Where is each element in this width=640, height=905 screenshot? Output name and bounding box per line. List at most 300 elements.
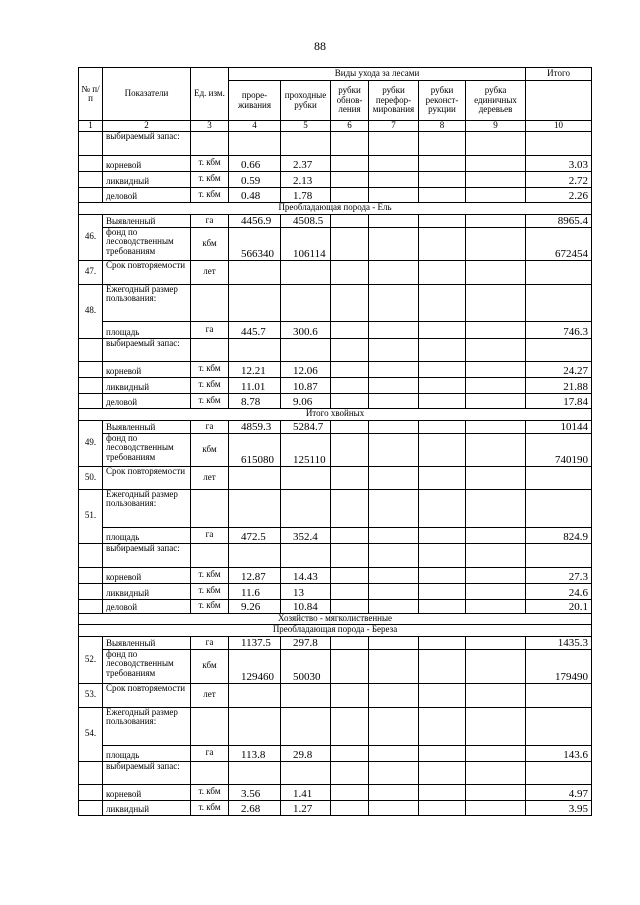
value-cell <box>331 683 369 707</box>
value-cell: 11.01 <box>229 377 281 393</box>
value-cell <box>369 583 419 599</box>
total-cell <box>526 761 592 784</box>
value-cell <box>369 260 419 284</box>
table-row <box>79 361 592 377</box>
total-cell: 20.1 <box>526 599 592 613</box>
value-cell <box>419 227 466 260</box>
value-cell: 3.56 <box>229 784 281 800</box>
total-cell: 10144 <box>526 420 592 433</box>
value-cell <box>281 466 331 489</box>
value-cell: 352.4 <box>281 527 331 543</box>
value-cell <box>419 155 466 171</box>
value-cell <box>369 649 419 683</box>
value-cell <box>466 214 526 227</box>
total-cell: 24.6 <box>526 583 592 599</box>
value-cell <box>331 649 369 683</box>
value-cell <box>369 466 419 489</box>
indicator-name: ликвидный <box>103 377 191 393</box>
value-cell: 10.87 <box>281 377 331 393</box>
value-cell <box>281 284 331 321</box>
unit-cell: га <box>191 420 229 433</box>
value-cell <box>331 489 369 527</box>
section-title: Преобладающая порода - Ель <box>79 202 592 214</box>
table-row <box>79 649 592 683</box>
indicator-name: ликвидный <box>103 171 191 187</box>
total-cell <box>526 683 592 707</box>
value-cell <box>369 636 419 649</box>
column-index-cell: 1 <box>79 121 103 132</box>
value-cell <box>331 433 369 466</box>
value-cell: 4508.5 <box>281 214 331 227</box>
value-cell: 12.21 <box>229 361 281 377</box>
indicator-name: площадь <box>103 527 191 543</box>
section-row <box>79 613 592 624</box>
table-row <box>79 155 592 171</box>
indicator-name: выбираемый запас: <box>103 761 191 784</box>
value-cell <box>466 338 526 361</box>
value-cell <box>369 171 419 187</box>
table-row <box>79 527 592 543</box>
forest-care-table <box>78 67 592 816</box>
section-row <box>79 624 592 636</box>
value-cell <box>369 338 419 361</box>
header-total-blank <box>526 81 592 121</box>
value-cell <box>466 784 526 800</box>
value-cell <box>229 707 281 745</box>
value-cell: 11.6 <box>229 583 281 599</box>
value-cell <box>229 466 281 489</box>
value-cell: 1137.5 <box>229 636 281 649</box>
unit-cell: га <box>191 214 229 227</box>
unit-cell: кбм <box>191 227 229 260</box>
value-cell <box>369 543 419 567</box>
row-number <box>79 131 103 155</box>
row-number: 50. <box>79 466 103 489</box>
section-row <box>79 408 592 420</box>
value-cell <box>369 433 419 466</box>
value-cell <box>419 284 466 321</box>
total-cell: 2.72 <box>526 171 592 187</box>
unit-cell: га <box>191 745 229 761</box>
value-cell: 8.78 <box>229 393 281 408</box>
table-row <box>79 171 592 187</box>
indicator-name: Срок повторяемости <box>103 683 191 707</box>
value-cell <box>331 393 369 408</box>
row-number <box>79 155 103 171</box>
value-cell <box>419 527 466 543</box>
indicator-name: фонд по лесоводственным требованиям <box>103 227 191 260</box>
total-cell: 24.27 <box>526 361 592 377</box>
unit-cell <box>191 338 229 361</box>
value-cell <box>419 489 466 527</box>
row-number: 46. <box>79 214 103 260</box>
table-row <box>79 227 592 260</box>
indicator-name: корневой <box>103 784 191 800</box>
value-cell <box>466 187 526 202</box>
value-cell <box>331 377 369 393</box>
indicator-name: выбираемый запас: <box>103 131 191 155</box>
indicator-name: Срок повторяемости <box>103 466 191 489</box>
row-number <box>79 171 103 187</box>
indicator-name: Ежегодный размер пользования: <box>103 707 191 745</box>
table-row <box>79 377 592 393</box>
total-cell: 3.95 <box>526 800 592 815</box>
value-cell <box>419 338 466 361</box>
row-number: 48. <box>79 284 103 338</box>
value-cell <box>369 131 419 155</box>
table-row <box>79 599 592 613</box>
unit-cell: лет <box>191 683 229 707</box>
value-cell: 2.37 <box>281 155 331 171</box>
value-cell <box>229 284 281 321</box>
unit-cell: кбм <box>191 433 229 466</box>
value-cell: 9.06 <box>281 393 331 408</box>
value-cell <box>466 321 526 338</box>
value-cell <box>331 800 369 815</box>
value-cell <box>369 707 419 745</box>
value-cell <box>419 707 466 745</box>
value-cell <box>466 543 526 567</box>
total-cell <box>526 338 592 361</box>
unit-cell: лет <box>191 466 229 489</box>
header-type-single-tree: рубка единичных деревьев <box>466 81 526 121</box>
total-cell: 21.88 <box>526 377 592 393</box>
value-cell <box>466 567 526 583</box>
value-cell <box>419 361 466 377</box>
table-row <box>79 683 592 707</box>
indicator-name: выбираемый запас: <box>103 338 191 361</box>
value-cell <box>419 260 466 284</box>
section-title: Итого хвойных <box>79 408 592 420</box>
unit-cell: т. кбм <box>191 800 229 815</box>
unit-cell: т. кбм <box>191 599 229 613</box>
value-cell <box>281 543 331 567</box>
table-row <box>79 260 592 284</box>
value-cell <box>229 683 281 707</box>
value-cell: 12.87 <box>229 567 281 583</box>
unit-cell: лет <box>191 260 229 284</box>
value-cell <box>369 527 419 543</box>
value-cell: 472.5 <box>229 527 281 543</box>
unit-cell <box>191 131 229 155</box>
value-cell: 1.78 <box>281 187 331 202</box>
unit-cell: кбм <box>191 649 229 683</box>
value-cell <box>466 155 526 171</box>
unit-cell <box>191 761 229 784</box>
header-type-passage: проходные рубки <box>281 81 331 121</box>
header-total: Итого <box>526 68 592 81</box>
value-cell <box>419 649 466 683</box>
value-cell <box>419 171 466 187</box>
table-row <box>79 543 592 567</box>
value-cell <box>466 227 526 260</box>
table-row <box>79 567 592 583</box>
section-title: Хозяйство - мягколиственные <box>79 613 592 624</box>
value-cell <box>369 489 419 527</box>
unit-cell: т. кбм <box>191 171 229 187</box>
value-cell: 0.59 <box>229 171 281 187</box>
value-cell <box>369 784 419 800</box>
value-cell <box>466 260 526 284</box>
value-cell <box>419 214 466 227</box>
table-row <box>79 745 592 761</box>
value-cell <box>281 683 331 707</box>
column-index-cell: 9 <box>466 121 526 132</box>
value-cell: 125110 <box>281 433 331 466</box>
table-row <box>79 393 592 408</box>
row-number <box>79 187 103 202</box>
value-cell <box>331 567 369 583</box>
value-cell <box>369 377 419 393</box>
value-cell <box>331 599 369 613</box>
value-cell <box>466 284 526 321</box>
table-row <box>79 187 592 202</box>
value-cell <box>281 489 331 527</box>
total-cell: 143.6 <box>526 745 592 761</box>
table-row <box>79 800 592 815</box>
indicator-name: корневой <box>103 155 191 171</box>
row-number: 49. <box>79 420 103 466</box>
value-cell <box>466 745 526 761</box>
value-cell: 0.66 <box>229 155 281 171</box>
value-cell <box>331 636 369 649</box>
table-row <box>79 131 592 155</box>
column-index-cell: 8 <box>419 121 466 132</box>
indicator-name: ликвидный <box>103 583 191 599</box>
indicator-name: Выявленный <box>103 214 191 227</box>
total-cell: 27.3 <box>526 567 592 583</box>
table-row <box>79 489 592 527</box>
value-cell <box>369 745 419 761</box>
value-cell <box>369 227 419 260</box>
value-cell <box>466 489 526 527</box>
value-cell <box>419 745 466 761</box>
value-cell <box>466 636 526 649</box>
value-cell <box>369 761 419 784</box>
column-index-cell: 5 <box>281 121 331 132</box>
value-cell <box>466 583 526 599</box>
value-cell: 129460 <box>229 649 281 683</box>
header-number: № п/п <box>79 68 103 121</box>
table-row <box>79 761 592 784</box>
total-cell <box>526 543 592 567</box>
value-cell: 615080 <box>229 433 281 466</box>
column-index-cell: 6 <box>331 121 369 132</box>
value-cell <box>466 420 526 433</box>
row-number <box>79 567 103 583</box>
table-row <box>79 214 592 227</box>
total-cell: 2.26 <box>526 187 592 202</box>
value-cell: 5284.7 <box>281 420 331 433</box>
total-cell <box>526 284 592 321</box>
value-cell <box>466 131 526 155</box>
value-cell <box>419 683 466 707</box>
unit-cell: т. кбм <box>191 155 229 171</box>
row-number: 51. <box>79 489 103 543</box>
section-title: Преобладающая порода - Береза <box>79 624 592 636</box>
value-cell <box>331 420 369 433</box>
value-cell <box>331 361 369 377</box>
value-cell <box>331 761 369 784</box>
value-cell <box>331 543 369 567</box>
table-row <box>79 466 592 489</box>
column-index-cell: 2 <box>103 121 191 132</box>
value-cell <box>419 599 466 613</box>
total-cell: 17.84 <box>526 393 592 408</box>
value-cell <box>369 214 419 227</box>
value-cell <box>419 131 466 155</box>
value-cell <box>419 567 466 583</box>
row-number <box>79 583 103 599</box>
value-cell: 445.7 <box>229 321 281 338</box>
header-type-renewal: рубки обнов- ления <box>331 81 369 121</box>
unit-cell: т. кбм <box>191 377 229 393</box>
value-cell <box>281 260 331 284</box>
indicator-name: Срок повторяемости <box>103 260 191 284</box>
row-number: 47. <box>79 260 103 284</box>
indicator-name: Ежегодный размер пользования: <box>103 489 191 527</box>
column-index-cell: 4 <box>229 121 281 132</box>
indicator-name: корневой <box>103 361 191 377</box>
value-cell <box>369 599 419 613</box>
value-cell <box>331 284 369 321</box>
value-cell <box>419 377 466 393</box>
value-cell <box>331 260 369 284</box>
row-number: 54. <box>79 707 103 761</box>
indicator-name: выбираемый запас: <box>103 543 191 567</box>
row-number <box>79 338 103 361</box>
table-row <box>79 420 592 433</box>
table-row <box>79 321 592 338</box>
unit-cell <box>191 707 229 745</box>
total-cell <box>526 131 592 155</box>
value-cell <box>466 377 526 393</box>
row-number <box>79 377 103 393</box>
value-cell <box>419 583 466 599</box>
total-cell <box>526 707 592 745</box>
value-cell: 106114 <box>281 227 331 260</box>
value-cell <box>331 171 369 187</box>
value-cell <box>369 187 419 202</box>
indicator-name: деловой <box>103 187 191 202</box>
value-cell <box>229 260 281 284</box>
row-number <box>79 393 103 408</box>
total-cell: 740190 <box>526 433 592 466</box>
indicator-name: фонд по лесоводственным требованиям <box>103 433 191 466</box>
page-number: 88 <box>314 39 326 53</box>
table-body <box>79 68 592 816</box>
unit-cell: га <box>191 321 229 338</box>
row-number <box>79 599 103 613</box>
total-cell: 4.97 <box>526 784 592 800</box>
total-cell: 179490 <box>526 649 592 683</box>
total-cell <box>526 489 592 527</box>
value-cell <box>331 745 369 761</box>
value-cell: 566340 <box>229 227 281 260</box>
value-cell: 50030 <box>281 649 331 683</box>
value-cell <box>466 761 526 784</box>
row-number <box>79 543 103 567</box>
indicator-name: корневой <box>103 567 191 583</box>
value-cell: 113.8 <box>229 745 281 761</box>
value-cell <box>331 214 369 227</box>
value-cell <box>281 131 331 155</box>
value-cell <box>466 361 526 377</box>
value-cell <box>419 761 466 784</box>
unit-cell: т. кбм <box>191 361 229 377</box>
value-cell: 2.13 <box>281 171 331 187</box>
indicator-name: Выявленный <box>103 420 191 433</box>
indicator-name: деловой <box>103 599 191 613</box>
value-cell: 0.48 <box>229 187 281 202</box>
indicator-name: Ежегодный размер пользования: <box>103 284 191 321</box>
indicator-name: ликвидный <box>103 800 191 815</box>
value-cell: 2.68 <box>229 800 281 815</box>
value-cell <box>331 227 369 260</box>
total-cell: 8965.4 <box>526 214 592 227</box>
value-cell: 300.6 <box>281 321 331 338</box>
value-cell: 4456.9 <box>229 214 281 227</box>
value-cell <box>229 131 281 155</box>
header-types-title: Виды ухода за лесами <box>229 68 526 81</box>
row-number <box>79 800 103 815</box>
value-cell: 13 <box>281 583 331 599</box>
row-number <box>79 361 103 377</box>
total-cell: 1435.3 <box>526 636 592 649</box>
unit-cell <box>191 489 229 527</box>
value-cell <box>331 583 369 599</box>
header-type-thinning: проре- живания <box>229 81 281 121</box>
table-row <box>79 784 592 800</box>
unit-cell: га <box>191 636 229 649</box>
table-row <box>79 707 592 745</box>
value-cell <box>419 636 466 649</box>
total-cell: 824.9 <box>526 527 592 543</box>
value-cell <box>466 599 526 613</box>
value-cell: 1.41 <box>281 784 331 800</box>
value-cell <box>229 761 281 784</box>
value-cell <box>419 543 466 567</box>
value-cell <box>419 433 466 466</box>
value-cell <box>466 433 526 466</box>
value-cell <box>419 393 466 408</box>
indicator-name: площадь <box>103 745 191 761</box>
value-cell <box>331 527 369 543</box>
total-cell <box>526 466 592 489</box>
column-index-cell: 7 <box>369 121 419 132</box>
value-cell: 9.26 <box>229 599 281 613</box>
value-cell <box>331 466 369 489</box>
value-cell: 29.8 <box>281 745 331 761</box>
value-cell <box>466 393 526 408</box>
unit-cell: т. кбм <box>191 393 229 408</box>
header-type-reconstruction: рубки реконст- рукции <box>419 81 466 121</box>
unit-cell <box>191 284 229 321</box>
unit-cell: га <box>191 527 229 543</box>
value-cell <box>331 338 369 361</box>
header-unit: Ед. изм. <box>191 68 229 121</box>
value-cell <box>369 420 419 433</box>
value-cell: 10.84 <box>281 599 331 613</box>
value-cell <box>331 321 369 338</box>
indicator-name: фонд по лесоводственным требованиям <box>103 649 191 683</box>
value-cell <box>466 466 526 489</box>
value-cell <box>466 707 526 745</box>
unit-cell: т. кбм <box>191 583 229 599</box>
table-row <box>79 433 592 466</box>
unit-cell: т. кбм <box>191 784 229 800</box>
total-cell: 672454 <box>526 227 592 260</box>
